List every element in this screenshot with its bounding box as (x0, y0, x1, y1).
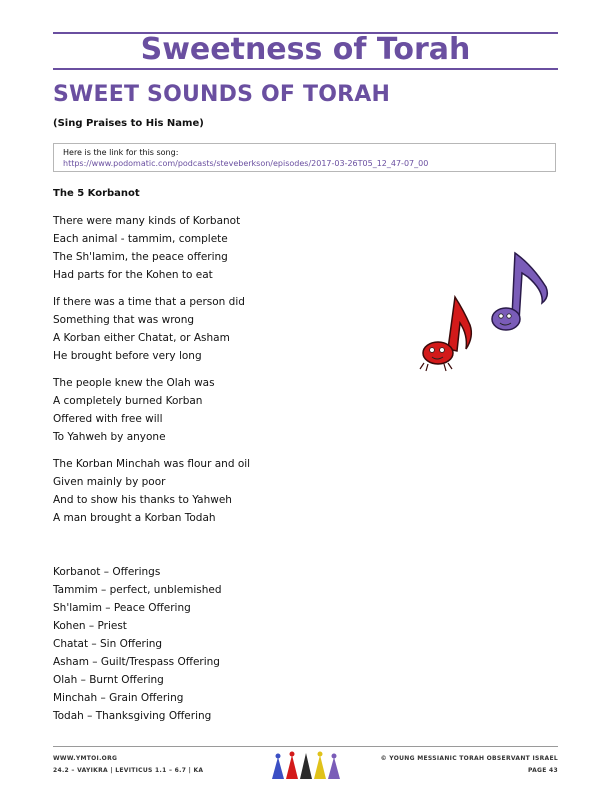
song-stanza (53, 293, 245, 365)
glossary-item: Sh'lamim – Peace Offering (53, 602, 191, 614)
lyric-line: Had parts for the Kohen to eat (53, 269, 213, 281)
lyric-line: A man brought a Korban Todah (53, 512, 216, 524)
glossary-item: Asham – Guilt/Trespass Offering (53, 656, 220, 668)
glossary-item: Todah – Thanksgiving Offering (53, 710, 212, 722)
song-stanza (53, 455, 250, 527)
lyric-line: Offered with free will (53, 413, 163, 425)
footer-copyright: © YOUNG MESSIANIC TORAH OBSERVANT ISRAEL (380, 755, 558, 762)
song-link[interactable]: https://www.podomatic.com/podcasts/steveberkson/episodes/2017-03-26T05_12_47-07_00 (63, 159, 429, 168)
title-divider (53, 68, 558, 70)
lyric-line: If there was a time that a person did (53, 296, 245, 308)
music-notes-illustration (400, 245, 560, 385)
glossary-item: Minchah – Grain Offering (53, 692, 184, 704)
glossary-list (53, 563, 222, 725)
glossary-item: Kohen – Priest (53, 620, 127, 632)
glossary-item: Tammim – perfect, unblemished (53, 584, 222, 596)
lyric-line: Given mainly by poor (53, 476, 166, 488)
lyric-line: The Sh'lamim, the peace offering (53, 251, 228, 263)
lyric-line: Each animal - tammim, complete (53, 233, 228, 245)
lyric-line: There were many kinds of Korbanot (53, 215, 241, 227)
glossary-item: Chatat – Sin Offering (53, 638, 163, 650)
purple-music-note-icon (492, 253, 547, 330)
song-link-box (53, 143, 556, 172)
red-music-note-icon (420, 297, 471, 371)
ymtoi-logo-icon (268, 751, 344, 781)
footer-divider (53, 746, 558, 747)
page-number: PAGE 43 (527, 767, 558, 774)
lyric-line: Something that was wrong (53, 314, 195, 326)
song-title: The 5 Korbanot (53, 188, 140, 199)
section-heading: SWEET SOUNDS OF TORAH (53, 82, 391, 107)
footer-parasha: 24.2 – VAYIKRA | LEVITICUS 1.1 – 6.7 | KA (53, 767, 204, 774)
link-intro: Here is the link for this song: (63, 148, 179, 157)
song-stanza (53, 212, 240, 284)
footer-website: WWW.YMTOI.ORG (53, 755, 118, 762)
lyric-line: To Yahweh by anyone (53, 431, 166, 443)
lyric-line: A Korban either Chatat, or Asham (53, 332, 230, 344)
song-stanza (53, 374, 215, 446)
lyric-line: A completely burned Korban (53, 395, 203, 407)
page-title: Sweetness of Torah (140, 32, 471, 67)
lyric-line: He brought before very long (53, 350, 202, 362)
lyric-line: The people knew the Olah was (53, 377, 215, 389)
glossary-item: Korbanot – Offerings (53, 566, 161, 578)
glossary-item: Olah – Burnt Offering (53, 674, 164, 686)
lyric-line: And to show his thanks to Yahweh (53, 494, 232, 506)
lyric-line: The Korban Minchah was flour and oil (53, 458, 251, 470)
section-subheading: (Sing Praises to His Name) (53, 118, 204, 129)
